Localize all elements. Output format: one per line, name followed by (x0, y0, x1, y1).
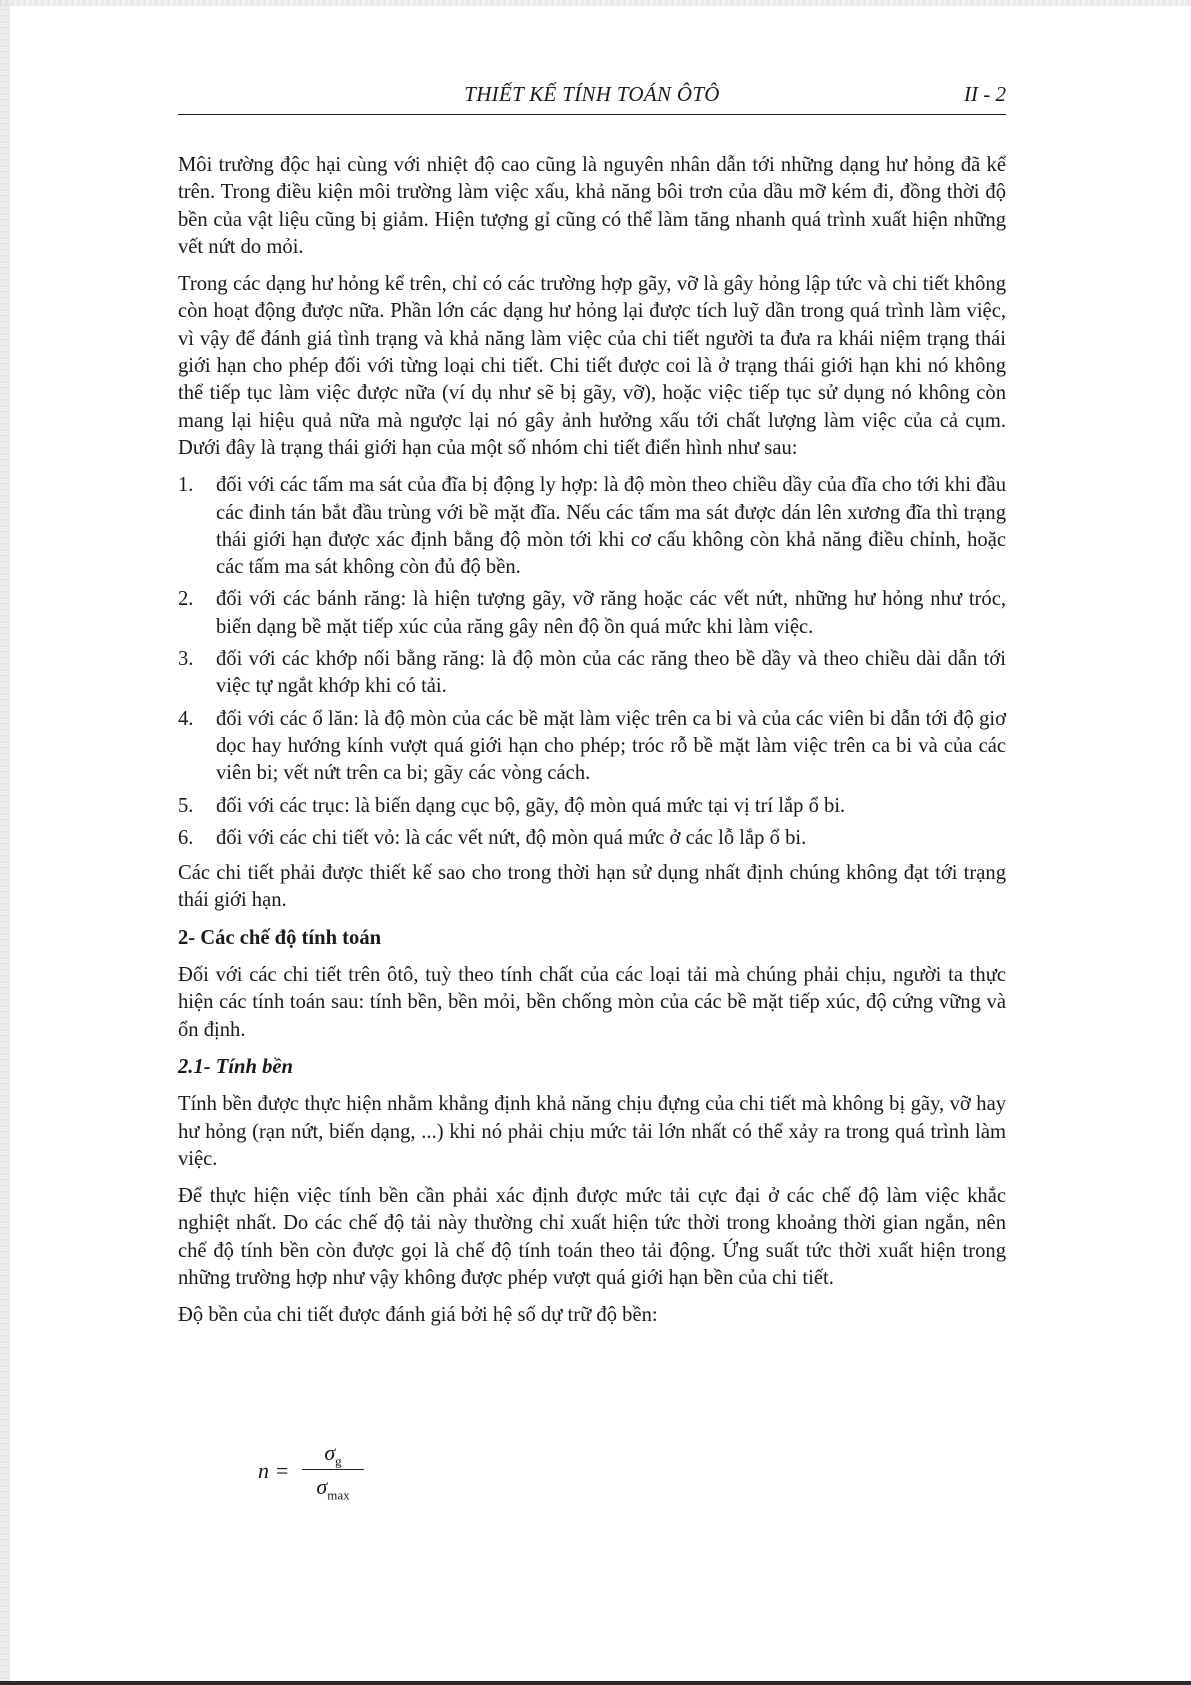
list-number: 6. (178, 826, 194, 849)
paragraph: Trong các dạng hư hỏng kể trên, chỉ có các trường hợp gãy, vỡ là gây hỏng lập tức và chi tiết không còn hoạt động được nữa. Phần lớn các dạng hư hỏng lại được tích luỹ dần trong quá trình làm việc, vì vậy để đánh giá tình trạng và khả năng làm việc của chi tiết người ta đưa ra khái niệm trạng thái giới hạn cho phép đối với từng loại chi tiết. Chi tiết được coi là ở trạng thái giới hạn khi nó không thể tiếp tục làm việc được nữa (ví dụ như sẽ bị gãy, vỡ), hoặc việc tiếp tục sử dụng nó không còn mang lại hiệu quả nữa mà ngược lại nó gây ảnh hưởng xấu tới chất lượng làm việc của cả cụm. Dưới đây là trạng thái giới hạn của một số nhóm chi tiết điển hình như sau: (178, 273, 1006, 459)
subsection-heading: 2.1- Tính bền (178, 1055, 293, 1078)
list-item (178, 646, 1006, 701)
formula-numerator (302, 1438, 364, 1468)
paragraph: Tính bền được thực hiện nhằm khẳng định khả năng chịu đựng của chi tiết mà không bị gãy, vỡ hay hư hỏng (rạn nứt, biến dạng, ...) khi nó phải chịu mức tải lớn nhất có thể xảy ra trong quá trình làm việc. (178, 1093, 1006, 1170)
formula-lhs: n = (258, 1458, 290, 1483)
fraction-bar (302, 1469, 364, 1470)
list-item-text: đối với các chi tiết vỏ: là các vết nứt, độ mòn quá mức ở các lỗ lắp ổ bi. (216, 826, 807, 849)
formula-fraction (302, 1438, 364, 1502)
list-number: 3. (178, 648, 194, 671)
paragraph: Các chi tiết phải được thiết kế sao cho trong thời hạn sử dụng nhất định chúng không đạt tới trạng thái giới hạn. (178, 862, 1006, 912)
paragraph: Môi trường độc hại cùng với nhiệt độ cao cũng là nguyên nhân dẫn tới những dạng hư hỏng đã kể trên. Trong điều kiện môi trường làm việc xấu, khả năng bôi trơn của dầu mỡ kém đi, đồng thời độ bền của vật liệu cũng bị giảm. Hiện tượng gỉ cũng có thể làm tăng nhanh quá trình xuất hiện những vết nứt do mỏi. (178, 154, 1006, 258)
sigma-symbol: σ (324, 1440, 336, 1465)
scan-edge-top (0, 0, 1191, 6)
page-number: II - 2 (964, 82, 1006, 106)
list-item-text: đối với các khớp nối bằng răng: là độ mòn của các răng theo bề dầy và theo chiều dài dẫn tới việc tự ngắt khớp khi có tải. (216, 648, 1006, 698)
limit-state-list (178, 472, 1006, 852)
section-heading: 2- Các chế độ tính toán (178, 926, 382, 949)
list-item-text: đối với các bánh răng: là hiện tượng gãy, vỡ răng hoặc các vết nứt, những hư hỏng như tróc, biến dạng bề mặt tiếp xúc của răng gây nên độ ồn quá mức khi làm việc. (216, 588, 1006, 638)
list-item (178, 793, 1006, 820)
page-header (178, 80, 1006, 115)
list-number: 4. (178, 707, 194, 730)
scan-edge-bottom (0, 1681, 1191, 1685)
list-item-text: đối với các ổ lăn: là độ mòn của các bề mặt làm việc trên ca bi và của các viên bi dẫn tới độ giơ dọc hay hướng kính vượt quá giới hạn cho phép; tróc rỗ bề mặt làm việc trên ca bi và của các viên bi; vết nứt trên ca bi; gãy các vòng cách. (216, 707, 1006, 785)
subscript: g (335, 1453, 342, 1469)
document-title: THIẾT KẾ TÍNH TOÁN ÔTÔ (464, 82, 720, 106)
paragraph: Độ bền của chi tiết được đánh giá bởi hệ số dự trữ độ bền: (178, 1304, 658, 1327)
safety-factor-formula (258, 1438, 378, 1508)
sigma-symbol: σ (316, 1474, 328, 1499)
list-item-text: đối với các trục: là biến dạng cục bộ, gãy, độ mòn quá mức tại vị trí lắp ổ bi. (216, 794, 846, 817)
subscript: max (327, 1487, 350, 1503)
list-item (178, 586, 1006, 641)
list-item (178, 706, 1006, 788)
page-body (178, 152, 1006, 1340)
paragraph: Để thực hiện việc tính bền cần phải xác định được mức tải cực đại ở các chế độ làm việc khắc nghiệt nhất. Do các chế độ tải này thường chỉ xuất hiện tức thời trong khoảng thời gian ngắn, nên chế độ tính bền còn được gọi là chế độ tính toán theo tải động. Ứng suất tức thời xuất hiện trong những trường hợp như vậy không được phép vượt quá giới hạn bền của chi tiết. (178, 1185, 1006, 1289)
list-number: 2. (178, 588, 194, 611)
list-number: 5. (178, 794, 194, 817)
list-item (178, 825, 1006, 852)
formula-denominator (302, 1472, 364, 1502)
paragraph: Đối với các chi tiết trên ôtô, tuỳ theo tính chất của các loại tải mà chúng phải chịu, người ta thực hiện các tính toán sau: tính bền, bền mỏi, bền chống mòn của các bề mặt tiếp xúc, độ cứng vững và ổn định. (178, 964, 1006, 1041)
list-number: 1. (178, 474, 194, 497)
scan-edge (0, 0, 10, 1685)
list-item-text: đối với các tấm ma sát của đĩa bị động ly hợp: là độ mòn theo chiều dầy của đĩa cho tới khi đầu các đinh tán bắt đầu trùng với bề mặt đĩa. Nếu các tấm ma sát được dán lên xương đĩa thì trạng thái giới hạn được xác định bằng độ mòn tới khi cơ cấu không còn khả năng điều chỉnh, hoặc các tấm ma sát không còn đủ độ bền. (216, 474, 1006, 579)
list-item (178, 472, 1006, 581)
